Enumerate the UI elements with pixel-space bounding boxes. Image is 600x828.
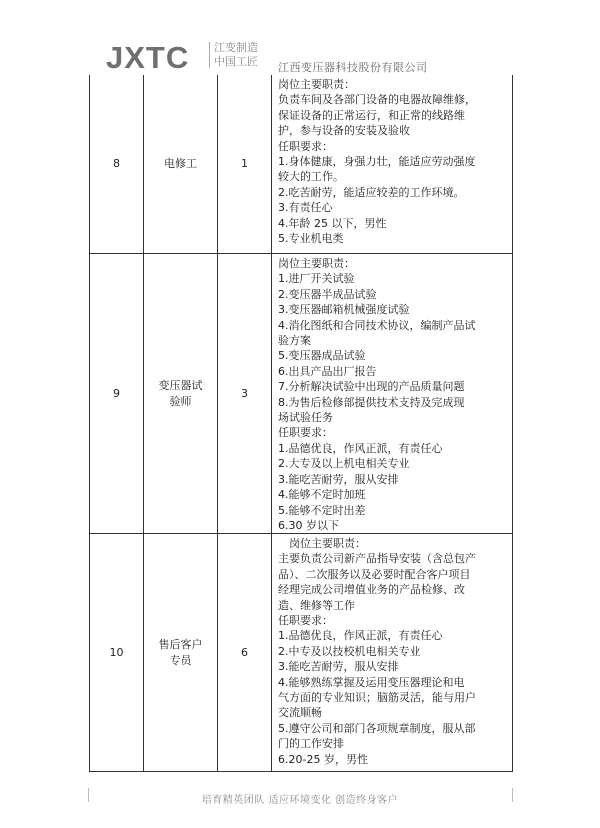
description-line: 任职要求： [278,614,333,628]
description-line: 保证设备的正常运行，和正常的线路维 [278,108,465,122]
job-table [89,75,513,772]
job-description [272,534,514,772]
description-line: 1.进厂开关试验 [278,272,355,286]
description-line: 较大的工作。 [278,170,344,184]
description-line: 护，参与设备的安装及验收 [278,124,410,138]
description-line: 岗位主要职责： [289,537,366,550]
description-line: 负责车间及各部门设备的电器故障维修， [278,93,476,107]
description-line: 气方面的专业知识；脑筋灵活，能与用户 [278,691,476,705]
description-line: 岗位主要职责： [278,78,355,91]
position-title: 变压器试验师 [144,254,218,533]
description-line: 任职要求： [278,139,333,153]
company-logo: JXTC [106,40,190,75]
description-line: 6.出具产品出厂报告 [278,364,377,378]
description-line: 4.消化图纸和合同技术协议，编制产品试 [278,318,476,332]
description-line: 主要负责公司新产品指导安装（含总包产 [278,552,476,566]
description-line: 任职要求： [278,426,333,440]
description-line: 4.能够熟练掌握及运用变压器理论和电 [278,675,465,689]
position-title: 售后客户专员 [144,534,218,772]
description-line: 5.专业机电类 [278,232,344,246]
header-slogan [214,41,258,69]
description-line: 1.品德优良，作风正派，有责任心 [278,629,443,643]
company-name: 江西变压器科技股份有限公司 [278,61,428,74]
row-number: 8 [90,75,144,253]
row-number: 10 [90,534,144,772]
headcount: 1 [218,75,272,253]
description-line: 7.分析解决试验中出现的产品质量问题 [278,380,465,394]
page-header [0,0,600,75]
footer-slogan: 培育精英团队 适应环境变化 创造终身客户 [201,795,399,806]
table-row [90,75,512,254]
description-line: 经理完成公司增值业务的产品检修、改 [278,583,465,597]
description-line: 2.中专及以技校机电相关专业 [278,644,421,658]
description-line: 门的工作安排 [278,737,344,751]
description-line: 2.变压器半成品试验 [278,287,377,301]
description-line: 3.变压器邮箱机械强度试验 [278,303,410,317]
job-description [272,75,514,253]
description-line: 3.能吃苦耐劳，服从安排 [278,472,399,486]
description-line: 5.能够不定时出差 [278,503,366,517]
description-line: 2.吃苦耐劳，能适应较差的工作环境。 [278,185,465,199]
description-line: 交流顺畅 [278,706,322,720]
headcount: 6 [218,534,272,772]
description-line: 品）、二次服务以及必要时配合客户项目 [278,567,471,581]
description-line: 2.大专及以上机电相关专业 [278,457,410,471]
table-row [90,254,512,534]
slogan-line-1: 江变制造 [214,41,258,54]
slogan-line-2: 中国工匠 [214,55,258,68]
description-line: 4.能够不定时加班 [278,488,366,502]
description-line: 岗位主要职责： [278,257,355,270]
description-line: 6.20-25 岁，男性 [278,752,368,766]
table-row [90,534,512,772]
description-line: 4.年龄 25 以下，男性 [278,216,387,230]
page-footer [0,785,600,815]
description-line: 3.有责任心 [278,201,333,215]
description-line: 5.变压器成品试验 [278,349,366,363]
description-line: 5.遵守公司和部门各项规章制度，服从部 [278,721,476,735]
logo-divider [209,42,210,68]
row-number: 9 [90,254,144,533]
description-line: 造、维修等工作 [278,598,355,612]
description-line: 1.品德优良，作风正派，有责任心 [278,441,443,455]
description-line: 8.为售后检修部提供技术支持及完成现 [278,395,465,409]
description-line: 6.30 岁以下 [278,518,339,532]
description-line: 场试验任务 [278,411,333,425]
job-description [272,254,514,533]
headcount: 3 [218,254,272,533]
description-line: 1.身体健康，身强力壮，能适应劳动强度 [278,155,476,169]
position-title: 电修工 [144,75,218,253]
description-line: 3.能吃苦耐劳，服从安排 [278,660,399,674]
description-line: 验方案 [278,334,311,348]
